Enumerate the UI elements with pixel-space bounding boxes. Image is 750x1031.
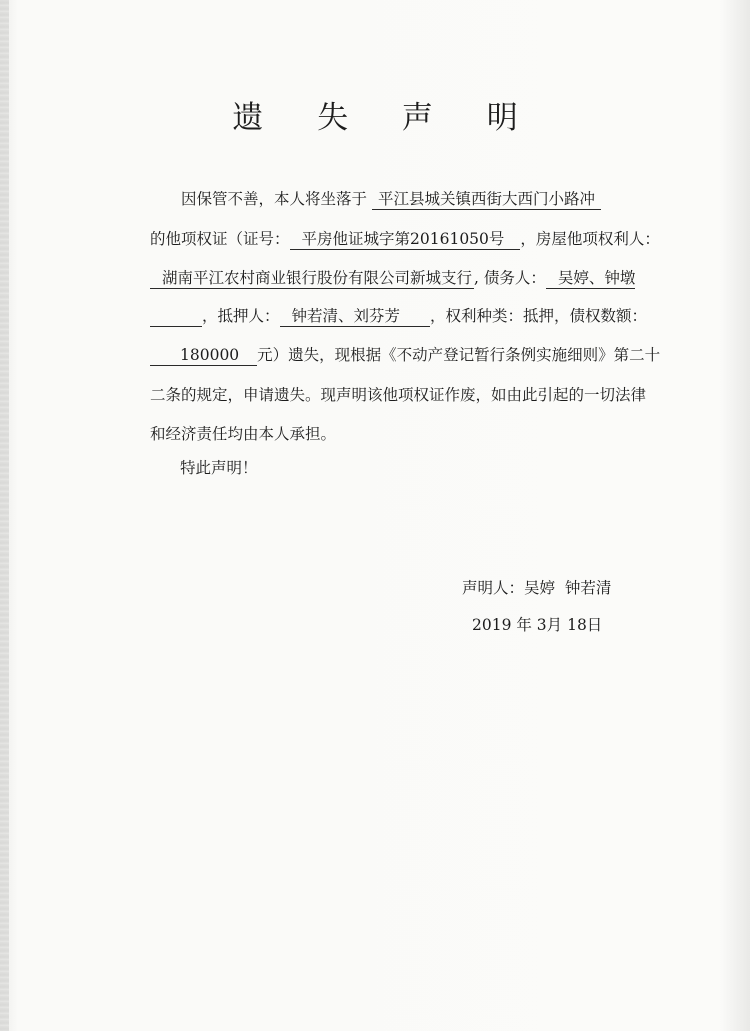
debtors-blank [150, 307, 202, 327]
debtors: 吴婷、钟墩 [546, 269, 636, 289]
body-text: ，房屋他项权利人： [520, 230, 660, 248]
scan-edge [0, 0, 9, 1031]
closing-text: 特此声明！ [180, 459, 258, 477]
declarant-label: 声明人： [462, 579, 525, 597]
certificate-number: 平房他证城字第20161050号 [290, 230, 521, 250]
declaration-date: 2019 年 3月 18日 [472, 616, 603, 634]
body-text: 的他项权证（证号： [150, 230, 290, 248]
body-line-1 [181, 189, 601, 210]
declarant-line [462, 576, 611, 598]
body-text: ，权利种类：抵押，债权数额： [430, 307, 648, 325]
body-line-2 [150, 229, 660, 250]
claim-amount: 180000 [150, 346, 257, 366]
body-line-6: 二条的规定，申请遗失。现声明该他项权证作废，如由此引起的一切法律 [150, 386, 647, 404]
body-line-4 [150, 306, 647, 327]
body-text: 因保管不善，本人将坐落于 [181, 190, 368, 208]
rights-holder: 湖南平江农村商业银行股份有限公司新城支行 [150, 269, 474, 289]
body-text: , 债务人： [474, 269, 546, 287]
body-line-7: 和经济责任均由本人承担。 [150, 425, 337, 443]
page-title: 遗 失 声 明 [232, 100, 540, 136]
body-text: 元）遗失，现根据《不动产登记暂行条例实施细则》第二十 [257, 346, 661, 364]
body-line-3 [150, 268, 635, 289]
property-location: 平江县城关镇西街大西门小路冲 [372, 190, 601, 210]
declarant-names: 吴婷 钟若清 [524, 579, 612, 597]
body-line-5 [150, 345, 660, 366]
mortgagors: 钟若清、刘芬芳 [280, 307, 431, 327]
body-text: ，抵押人： [202, 307, 280, 325]
